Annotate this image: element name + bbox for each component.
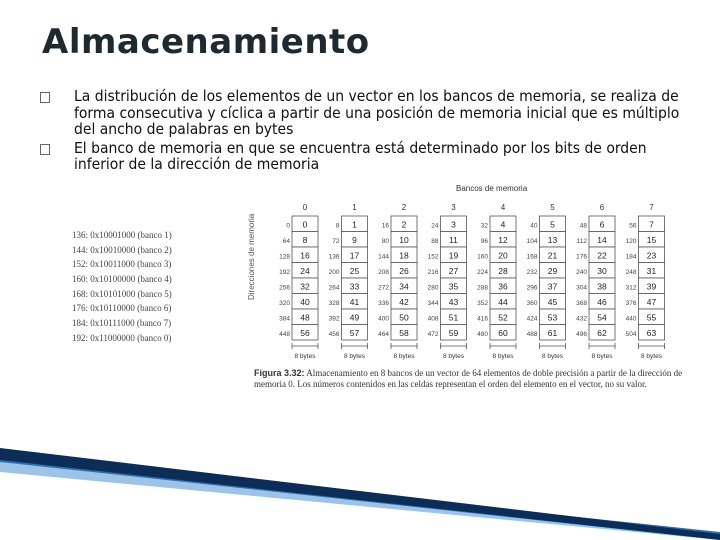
- address-label: 376: [625, 300, 637, 307]
- caption-label: Figura 3.32:: [254, 368, 305, 378]
- element-index: 36: [498, 281, 508, 292]
- address-label: 136: [328, 253, 340, 261]
- element-index: 33: [349, 281, 360, 292]
- element-index: 51: [448, 312, 459, 323]
- address-label: 104: [526, 238, 538, 245]
- element-index: 61: [547, 328, 558, 338]
- bytes-label: 8 bytes: [294, 353, 316, 360]
- address-label: 504: [625, 331, 637, 338]
- element-index: 62: [597, 328, 607, 338]
- element-index: 24: [300, 266, 310, 276]
- address-label: 408: [427, 315, 439, 323]
- address-label: 40: [530, 222, 538, 230]
- address-label: 264: [328, 284, 340, 292]
- address-label: 344: [427, 300, 439, 307]
- address-label: 192: [279, 269, 290, 276]
- address-label: 400: [378, 315, 389, 323]
- bytes-label: 8 bytes: [344, 353, 365, 360]
- element-index: 43: [448, 297, 459, 307]
- memory-bank-figure: [262, 196, 702, 366]
- element-index: 0: [302, 219, 308, 230]
- address-label: 304: [576, 284, 587, 292]
- address-label: 160: [477, 253, 488, 261]
- element-index: 32: [300, 281, 310, 292]
- band-stripe-dark: [0, 448, 720, 540]
- address-label: 216: [427, 269, 439, 276]
- element-index: 55: [646, 312, 657, 323]
- element-index: 29: [547, 266, 558, 276]
- element-index: 45: [547, 297, 558, 307]
- address-label: 464: [378, 331, 389, 338]
- figure-caption: [254, 368, 686, 390]
- element-index: 58: [399, 328, 409, 338]
- element-index: 56: [300, 328, 310, 338]
- address-label: 64: [282, 238, 290, 245]
- element-index: 25: [349, 266, 360, 276]
- element-index: 48: [300, 312, 310, 323]
- address-item: 136: 0x10001000 (banco 1): [72, 230, 172, 240]
- address-label: 240: [576, 269, 587, 276]
- bytes-label: 8 bytes: [393, 353, 415, 360]
- element-index: 1: [352, 219, 357, 230]
- element-index: 38: [597, 281, 607, 292]
- element-index: 34: [399, 281, 409, 292]
- element-index: 5: [550, 219, 555, 230]
- element-index: 53: [547, 312, 558, 323]
- bytes-label: 8 bytes: [443, 353, 464, 360]
- address-label: 416: [477, 315, 488, 323]
- element-index: 27: [448, 266, 459, 276]
- address-item: 192: 0x11000000 (banco 0): [72, 332, 172, 343]
- element-index: 6: [599, 219, 605, 230]
- element-index: 23: [646, 250, 657, 261]
- address-label: 296: [526, 284, 538, 292]
- bullet-item: [40, 88, 700, 138]
- element-index: 13: [547, 235, 558, 245]
- element-index: 39: [646, 281, 657, 292]
- slide-title: Almacenamiento: [42, 22, 370, 62]
- element-index: 30: [597, 266, 607, 276]
- address-item: 168: 0x10101000 (banco 5): [72, 288, 172, 299]
- address-label: 440: [625, 315, 637, 323]
- bullet-text: La distribución de los elementos de un vector en los bancos de memoria, se realiza de forma consecutiva y cíclica a partir de una posición de memoria inicial que es múltiplo del ancho de palabras en bytes: [74, 87, 680, 138]
- element-index: 52: [498, 312, 508, 323]
- element-index: 46: [597, 297, 607, 307]
- address-label: 312: [625, 284, 637, 292]
- bank-number: 6: [599, 203, 605, 212]
- address-label: 32: [480, 222, 488, 230]
- element-index: 16: [300, 250, 310, 261]
- element-index: 7: [649, 219, 654, 230]
- bank-number: 0: [302, 203, 308, 212]
- address-label: 80: [381, 238, 389, 245]
- element-index: 22: [597, 250, 607, 261]
- address-item: 144: 0x10010000 (banco 2): [72, 244, 172, 255]
- address-label: 272: [378, 284, 389, 292]
- bytes-label: 8 bytes: [542, 353, 563, 360]
- address-label: 280: [427, 284, 439, 292]
- bullet-checkbox-icon: [40, 144, 50, 155]
- bank-number: 3: [451, 203, 456, 212]
- caption-text: Almacenamiento en 8 bancos de un vector de 64 elementos de doble precisión a partir de la dirección de memoria 0. Los números contenidos en las celdas representan el orden del elemento en el vector, no su valor.: [254, 368, 683, 389]
- address-axis-label: Direcciones de memoria: [247, 213, 256, 300]
- address-label: 56: [629, 222, 637, 230]
- element-index: 8: [302, 235, 308, 245]
- address-item: 176: 0x10110000 (banco 6): [72, 303, 172, 314]
- address-label: 232: [526, 269, 538, 276]
- address-label: 496: [576, 331, 587, 338]
- address-label: 424: [526, 315, 538, 323]
- address-label: 16: [381, 222, 389, 230]
- element-index: 15: [646, 235, 657, 245]
- bullet-checkbox-icon: [40, 92, 50, 103]
- address-label: 384: [279, 315, 290, 323]
- address-label: 488: [526, 331, 538, 338]
- bank-number: 7: [649, 203, 654, 212]
- address-label: 456: [328, 331, 340, 338]
- address-label: 184: [625, 253, 637, 261]
- address-label: 288: [477, 284, 488, 292]
- banks-header: Bancos de memoria: [456, 184, 528, 193]
- element-index: 50: [399, 312, 409, 323]
- bytes-label: 8 bytes: [591, 353, 613, 360]
- address-label: 336: [378, 300, 389, 307]
- bank-number: 4: [500, 203, 506, 212]
- address-item: 184: 0x10111000 (banco 7): [72, 318, 172, 329]
- element-index: 20: [498, 250, 508, 261]
- address-label: 144: [378, 253, 389, 261]
- element-index: 12: [498, 235, 508, 245]
- address-label: 208: [378, 269, 389, 276]
- address-label: 256: [279, 284, 290, 292]
- address-label: 120: [625, 238, 637, 245]
- address-label: 24: [431, 222, 439, 230]
- element-index: 3: [451, 219, 456, 230]
- address-label: 152: [427, 253, 439, 261]
- address-label: 320: [279, 300, 290, 307]
- address-label: 432: [576, 315, 587, 323]
- address-item: 160: 0x10100000 (banco 4): [72, 274, 172, 285]
- element-index: 19: [448, 250, 459, 261]
- bank-number: 1: [352, 203, 357, 212]
- address-label: 96: [480, 238, 488, 245]
- element-index: 35: [448, 281, 459, 292]
- address-label: 200: [328, 269, 340, 276]
- address-item: 152: 0x10011000 (banco 3): [72, 259, 172, 270]
- address-label: 0: [286, 222, 290, 230]
- address-label: 8: [335, 222, 340, 230]
- bank-number: 2: [401, 203, 407, 212]
- address-label: 176: [576, 253, 587, 261]
- address-label: 368: [576, 300, 587, 307]
- element-index: 10: [399, 235, 409, 245]
- element-index: 41: [349, 297, 360, 307]
- element-index: 37: [547, 281, 558, 292]
- bullet-list: [40, 88, 700, 175]
- element-index: 17: [349, 250, 360, 261]
- element-index: 18: [399, 250, 409, 261]
- address-label: 392: [328, 315, 340, 323]
- address-label: 360: [526, 300, 538, 307]
- address-label: 168: [526, 253, 538, 261]
- bytes-label: 8 bytes: [641, 353, 662, 360]
- element-index: 59: [448, 328, 459, 338]
- element-index: 40: [300, 297, 310, 307]
- bank-number: 5: [550, 203, 555, 212]
- address-bank-list: [72, 228, 172, 346]
- element-index: 4: [500, 219, 506, 230]
- address-label: 224: [477, 269, 488, 276]
- bullet-text: El banco de memoria en que se encuentra está determinado por los bits de orden inferior de la dirección de memoria: [74, 138, 647, 173]
- element-index: 9: [352, 235, 357, 245]
- address-label: 72: [332, 238, 340, 245]
- element-index: 11: [449, 235, 458, 245]
- element-index: 31: [646, 266, 657, 276]
- element-index: 28: [498, 266, 508, 276]
- element-index: 57: [349, 328, 360, 338]
- element-index: 63: [646, 328, 657, 338]
- element-index: 60: [498, 328, 508, 338]
- element-index: 54: [597, 312, 607, 323]
- address-label: 352: [477, 300, 488, 307]
- element-index: 14: [597, 235, 607, 245]
- element-index: 49: [349, 312, 360, 323]
- address-label: 88: [431, 238, 439, 245]
- address-label: 48: [579, 222, 587, 230]
- address-label: 248: [625, 269, 637, 276]
- element-index: 44: [498, 297, 508, 307]
- element-index: 21: [547, 250, 558, 261]
- element-index: 42: [399, 297, 409, 307]
- element-index: 47: [646, 297, 657, 307]
- address-label: 128: [279, 253, 290, 261]
- address-label: 448: [279, 331, 290, 338]
- bullet-item: [40, 140, 700, 173]
- element-index: 26: [399, 266, 409, 276]
- address-label: 480: [477, 331, 488, 338]
- decorative-blue-band: [0, 448, 720, 540]
- element-index: 2: [401, 219, 407, 230]
- address-label: 472: [427, 331, 439, 338]
- bytes-label: 8 bytes: [492, 353, 514, 360]
- address-label: 112: [576, 238, 587, 245]
- address-label: 328: [328, 300, 340, 307]
